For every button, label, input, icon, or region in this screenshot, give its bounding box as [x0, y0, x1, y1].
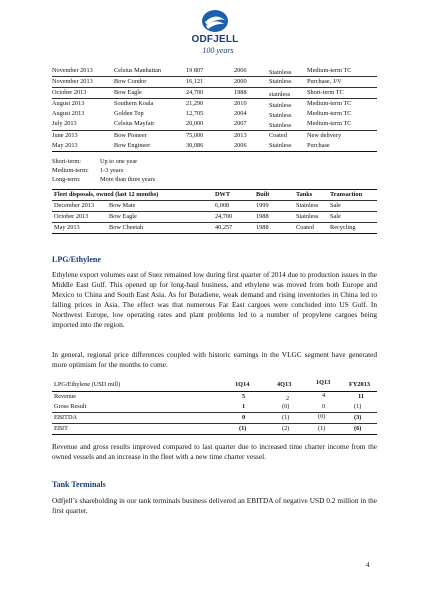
- lpg-paragraph-3: Revenue and gross results improved compared to last quarter due to increased time charter income from the owned vessels and an increase in the fleet with a new time charter vessel.: [52, 442, 377, 461]
- logo-tagline: 100 years: [202, 46, 234, 55]
- legend-item: Medium-term: 1-3 years: [52, 167, 124, 174]
- table-row: August 2013 Golden Top 12,705 2004 Stainless Medium-term TC: [52, 110, 352, 119]
- table-row: November 2013 Celsius Manhattan 19 807 2006 Stainless Medium-term TC: [52, 67, 352, 76]
- terminals-paragraph: Odfjell’s shareholding in our tank terminals business delivered an EBITDA of negative USD 0.2 million in the first quarter.: [52, 496, 377, 515]
- table-row: Revenue 5 2 4 11: [54, 392, 364, 402]
- table-row: July 2013 Celsius Mayfair 20,000 2007 Stainless Medium-term TC: [52, 120, 352, 129]
- table-row: EBITDA 0 (1) (0) (3): [54, 413, 362, 421]
- lpg-paragraph-1: Ethylene export volumes east of Suez remained low during first quarter of 2014 due to production issues in the Middle East Gulf. This opened up for long-haul business, and ethylene was moved from both Europe and Mexico to China and South East Asia. As for Butadiene, weak demand and rising inventories in China led to falling prices in Asia. The effect was that numerous Far East cargoes were concluded into US Gulf. In Northwest Europe, low operating rates and plant problems led to a number of propylene cargoes being imported into the region.: [52, 270, 377, 329]
- table-row: October 2013 Bow Eagle 24,700 1988 Stainless Sale: [54, 213, 341, 220]
- ship-emblem-icon: [181, 8, 249, 36]
- table-row: December 2013 Bow Mate 6,008 1999 Stainless Sale: [54, 202, 341, 209]
- lpg-paragraph-2: In general, regional price differences coupled with historic earnings in the VLGC segment have generated more optimism for the months to come.: [52, 350, 377, 369]
- table-row: August 2013 Southern Koala 21,290 2010 Stainless Medium-term TC: [52, 100, 352, 109]
- table-row: May 2013 Bow Engineer 30,086 2006 Stainless Purchase: [52, 142, 330, 149]
- table-row: October 2013 Bow Eagle 24,700 1988 stainless Short-term TC: [52, 89, 344, 98]
- table-row: Gross Result 1 (0) 0 (1): [54, 403, 362, 410]
- section-heading-terminals: Tank Terminals: [52, 480, 106, 489]
- divider: [52, 233, 377, 234]
- legend-item: Long-term: More than three years: [52, 176, 156, 183]
- table-row: November 2013 Bow Condor 16,121 2000 Stainless Purchase, J/V: [52, 78, 342, 85]
- table-header-row: LPG/Ethylene (USD mill) 1Q14 4Q13 1Q13 FY2013: [54, 379, 370, 388]
- odfjell-logo: [181, 8, 249, 64]
- page-number: 4: [366, 561, 370, 569]
- legend-item: Short-term: Up to one year: [52, 158, 138, 165]
- section-heading-lpg: LPG/Ethylene: [52, 255, 101, 264]
- logo-brand-text: ODFJELL: [191, 34, 239, 45]
- table-row: June 2013 Bow Pioneer 75,000 2013 Coated New delivery: [52, 132, 342, 139]
- divider: [52, 434, 377, 435]
- table-header-row: Fleet disposals, owned (last 12 months) DWT Built Tanks Transaction: [54, 191, 363, 198]
- table-row: EBIT (1) (2) (1) (6): [54, 425, 362, 432]
- divider: [52, 151, 377, 152]
- table-row: May 2013 Bow Cheetah 40,257 1988 Coated Recycling: [54, 224, 356, 231]
